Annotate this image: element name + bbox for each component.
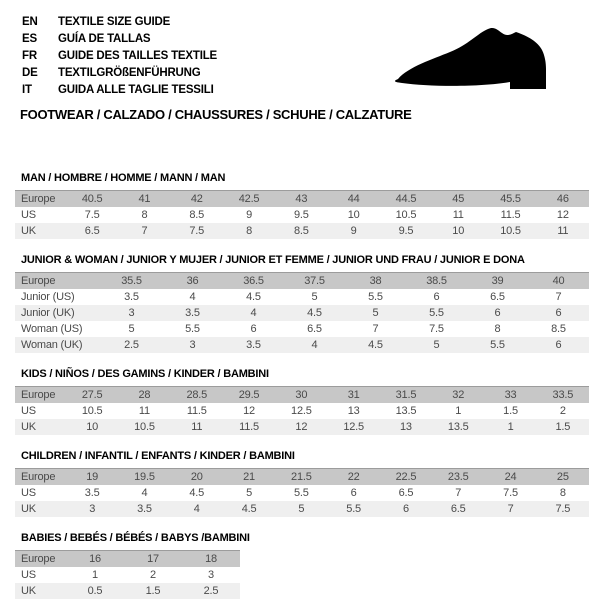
- size-cell: 6: [433, 291, 440, 303]
- size-cell: 19: [86, 471, 99, 483]
- size-cell: 10.5: [134, 421, 155, 433]
- size-cell: 44.5: [395, 193, 417, 205]
- size-cell: 6: [555, 307, 562, 319]
- size-cell: 12.5: [291, 405, 312, 417]
- size-cell: 7.5: [429, 323, 444, 335]
- size-cell: 1.5: [503, 405, 518, 417]
- language-code: FR: [22, 49, 37, 62]
- size-cell: 23.5: [447, 471, 469, 483]
- sheet-header: [0, 0, 600, 122]
- table-row: [15, 321, 589, 337]
- size-cell: 5.5: [346, 503, 361, 515]
- size-cell: 5: [433, 339, 440, 351]
- size-cell: 2: [150, 569, 156, 581]
- size-cell: 4: [311, 339, 318, 351]
- size-cell: 20: [190, 471, 203, 483]
- category-line: FOOTWEAR / CALZADO / CHAUSSURES / SCHUHE / CALZATURE: [20, 107, 412, 122]
- size-cell: 2: [559, 405, 566, 417]
- size-cell: 6.5: [490, 291, 505, 303]
- size-cell: 10.5: [81, 405, 103, 417]
- size-cell: 6.5: [84, 225, 100, 237]
- size-cell: 7.5: [84, 209, 100, 221]
- table-row: [15, 567, 240, 583]
- size-tables: [15, 172, 600, 599]
- size-cell: 31.5: [395, 389, 417, 401]
- size-table-babies: [15, 550, 240, 599]
- size-cell: 11: [191, 421, 203, 433]
- size-cell: 11: [138, 405, 150, 417]
- size-cell: 39: [491, 275, 504, 287]
- size-cell: 41: [138, 193, 151, 205]
- size-cell: 5.5: [490, 339, 505, 351]
- size-cell: 36.5: [243, 275, 264, 287]
- row-label: Europe: [21, 275, 56, 287]
- size-cell: 44: [347, 193, 360, 205]
- size-cell: 13.5: [447, 421, 469, 433]
- table-title-man: MAN / HOMBRE / HOMME / MANN / MAN: [21, 172, 226, 184]
- size-table-kids: [15, 386, 589, 435]
- size-cell: 45: [452, 193, 465, 205]
- size-cell: 38: [369, 275, 382, 287]
- size-table-junior-woman: [15, 272, 589, 353]
- section-junior-woman: [15, 254, 600, 353]
- row-label: Europe: [21, 553, 56, 565]
- row-label: Europe: [21, 389, 56, 401]
- section-babies: [15, 532, 600, 599]
- row-label: Junior (US): [21, 291, 75, 303]
- size-cell: 7: [555, 291, 562, 303]
- size-cell: 13: [347, 405, 360, 417]
- size-cell: 2.5: [203, 585, 219, 597]
- size-cell: 3.5: [84, 487, 100, 499]
- size-cell: 4: [141, 487, 148, 499]
- size-cell: 1.5: [145, 585, 161, 597]
- table-row: [15, 337, 589, 353]
- size-cell: 10.5: [500, 225, 521, 237]
- row-label: Europe: [21, 193, 56, 205]
- size-cell: 3.5: [246, 339, 261, 351]
- size-cell: 6.5: [307, 323, 322, 335]
- size-cell: 5: [298, 503, 305, 515]
- size-cell: 11.5: [186, 405, 207, 417]
- row-label: US: [21, 209, 36, 221]
- size-cell: 3.5: [124, 291, 139, 303]
- size-cell: 4.5: [246, 291, 261, 303]
- size-table-man: [15, 190, 589, 239]
- size-cell: 8: [246, 225, 252, 237]
- size-cell: 37.5: [304, 275, 325, 287]
- size-cell: 16: [89, 553, 101, 565]
- size-cell: 4: [189, 291, 196, 303]
- table-row: [15, 583, 240, 599]
- size-cell: 42.5: [238, 193, 260, 205]
- size-cell: 29.5: [238, 389, 260, 401]
- size-cell: 4.5: [241, 503, 257, 515]
- language-code: ES: [22, 32, 37, 45]
- size-cell: 43: [295, 193, 308, 205]
- size-cell: 8.5: [551, 323, 566, 335]
- size-cell: 12.5: [343, 421, 364, 433]
- size-cell: 1: [455, 405, 462, 417]
- row-label: Woman (US): [21, 323, 83, 335]
- size-cell: 31: [347, 389, 360, 401]
- size-cell: 3: [128, 307, 135, 319]
- size-cell: 5.5: [429, 307, 444, 319]
- size-cell: 5.5: [185, 323, 200, 335]
- size-cell: 30: [295, 389, 308, 401]
- size-cell: 38.5: [426, 275, 447, 287]
- size-cell: 1: [92, 569, 98, 581]
- table-title-babies: BABIES / BEBÉS / BÉBÉS / BABYS /BAMBINI: [21, 532, 250, 544]
- language-title: TEXTILE SIZE GUIDE: [58, 15, 171, 28]
- size-cell: 40.5: [81, 193, 103, 205]
- table-row: [15, 387, 589, 404]
- size-cell: 36: [186, 275, 199, 287]
- row-label: UK: [21, 421, 36, 433]
- size-cell: 7: [455, 487, 462, 499]
- table-row: [15, 191, 589, 208]
- size-cell: 11: [452, 209, 464, 221]
- language-code: DE: [22, 66, 38, 79]
- table-row: [15, 485, 589, 501]
- size-cell: 24: [504, 471, 517, 483]
- table-row: [15, 223, 589, 239]
- size-cell: 6: [494, 307, 501, 319]
- row-label: Junior (UK): [21, 307, 75, 319]
- row-label: US: [21, 569, 36, 581]
- language-code: IT: [22, 83, 32, 96]
- size-cell: 5.5: [293, 487, 309, 499]
- size-cell: 12: [295, 421, 308, 433]
- size-cell: 1.5: [555, 421, 571, 433]
- row-label: UK: [21, 225, 36, 237]
- size-cell: 3: [89, 503, 96, 515]
- size-cell: 3: [208, 569, 214, 581]
- size-cell: 4.5: [189, 487, 205, 499]
- size-cell: 12: [556, 209, 569, 221]
- size-cell: 8: [494, 323, 501, 335]
- size-cell: 3.5: [185, 307, 200, 319]
- size-cell: 10: [347, 209, 360, 221]
- size-cell: 33: [504, 389, 517, 401]
- row-label: US: [21, 405, 36, 417]
- row-label: UK: [21, 585, 36, 597]
- size-cell: 10: [86, 421, 99, 433]
- size-cell: 5: [246, 487, 252, 499]
- table-row: [15, 289, 589, 305]
- size-cell: 8: [559, 487, 566, 499]
- table-row: [15, 501, 589, 517]
- table-row: [15, 419, 589, 435]
- section-man: [15, 172, 600, 239]
- size-cell: 2.5: [124, 339, 139, 351]
- size-cell: 12: [243, 405, 255, 417]
- size-cell: 7.5: [555, 503, 571, 515]
- size-cell: 7: [507, 503, 514, 515]
- size-cell: 9: [246, 209, 252, 221]
- size-cell: 10: [452, 225, 465, 237]
- size-cell: 4.5: [307, 307, 322, 319]
- table-row: [15, 305, 589, 321]
- size-cell: 4.5: [368, 339, 383, 351]
- size-cell: 45.5: [500, 193, 521, 205]
- row-label: US: [21, 487, 36, 499]
- size-cell: 6: [555, 339, 562, 351]
- size-cell: 28.5: [186, 389, 208, 401]
- row-label: UK: [21, 503, 36, 515]
- size-cell: 11: [557, 225, 569, 237]
- table-row: [15, 273, 589, 290]
- table-row: [15, 207, 589, 223]
- size-cell: 5: [128, 323, 135, 335]
- size-cell: 5: [311, 291, 318, 303]
- size-cell: 32: [452, 389, 465, 401]
- size-cell: 22.5: [395, 471, 417, 483]
- size-cell: 25: [556, 471, 569, 483]
- language-title: TEXTILGRÖßENFÜHRUNG: [58, 66, 201, 79]
- size-cell: 11.5: [500, 209, 521, 221]
- size-cell: 5: [372, 307, 379, 319]
- size-cell: 40: [552, 275, 565, 287]
- size-cell: 17: [147, 553, 159, 565]
- section-children: [15, 450, 600, 517]
- size-cell: 27.5: [81, 389, 103, 401]
- size-cell: 1: [507, 421, 514, 433]
- size-cell: 6: [350, 487, 357, 499]
- size-cell: 18: [205, 553, 217, 565]
- size-cell: 10.5: [395, 209, 417, 221]
- language-title: GUIDE DES TAILLES TEXTILE: [58, 49, 217, 62]
- size-cell: 22: [347, 471, 360, 483]
- size-cell: 28: [138, 389, 151, 401]
- size-cell: 4: [250, 307, 257, 319]
- size-cell: 13: [400, 421, 412, 433]
- size-cell: 3.5: [137, 503, 152, 515]
- size-cell: 4: [193, 503, 200, 515]
- size-cell: 8.5: [293, 225, 309, 237]
- language-code: EN: [22, 15, 38, 28]
- size-cell: 33.5: [552, 389, 574, 401]
- size-cell: 19.5: [134, 471, 155, 483]
- language-title: GUIDA ALLE TAGLIE TESSILI: [58, 83, 214, 96]
- size-cell: 35.5: [121, 275, 142, 287]
- size-table-children: [15, 468, 589, 517]
- size-cell: 9.5: [398, 225, 414, 237]
- size-cell: 6: [250, 323, 257, 335]
- size-cell: 8.5: [189, 209, 205, 221]
- size-cell: 11.5: [239, 421, 259, 433]
- size-cell: 7.5: [189, 225, 205, 237]
- section-kids: [15, 368, 600, 435]
- size-cell: 9.5: [293, 209, 309, 221]
- table-row: [15, 403, 589, 419]
- dress-shoe-icon: [388, 20, 572, 100]
- size-cell: 6: [402, 503, 409, 515]
- size-cell: 6.5: [450, 503, 466, 515]
- size-cell: 42: [190, 193, 203, 205]
- row-label: Europe: [21, 471, 56, 483]
- row-label: Woman (UK): [21, 339, 83, 351]
- size-cell: 21.5: [291, 471, 312, 483]
- size-cell: 3: [189, 339, 196, 351]
- table-row: [15, 469, 589, 486]
- size-cell: 8: [141, 209, 148, 221]
- size-cell: 46: [556, 193, 569, 205]
- size-cell: 7.5: [503, 487, 518, 499]
- size-cell: 0.5: [87, 585, 103, 597]
- table-row: [15, 551, 240, 568]
- size-cell: 21: [243, 471, 255, 483]
- table-title-children: CHILDREN / INFANTIL / ENFANTS / KINDER / BAMBINI: [21, 450, 295, 462]
- size-cell: 7: [372, 323, 379, 335]
- size-cell: 13.5: [395, 405, 417, 417]
- table-title-kids: KIDS / NIÑOS / DES GAMINS / KINDER / BAMBINI: [21, 368, 269, 380]
- size-cell: 6.5: [398, 487, 414, 499]
- size-cell: 7: [141, 225, 148, 237]
- size-cell: 5.5: [368, 291, 383, 303]
- table-title-junior-woman: JUNIOR & WOMAN / JUNIOR Y MUJER / JUNIOR ET FEMME / JUNIOR UND FRAU / JUNIOR E DONA: [21, 254, 525, 266]
- size-cell: 9: [350, 225, 357, 237]
- language-title: GUÍA DE TALLAS: [58, 32, 151, 45]
